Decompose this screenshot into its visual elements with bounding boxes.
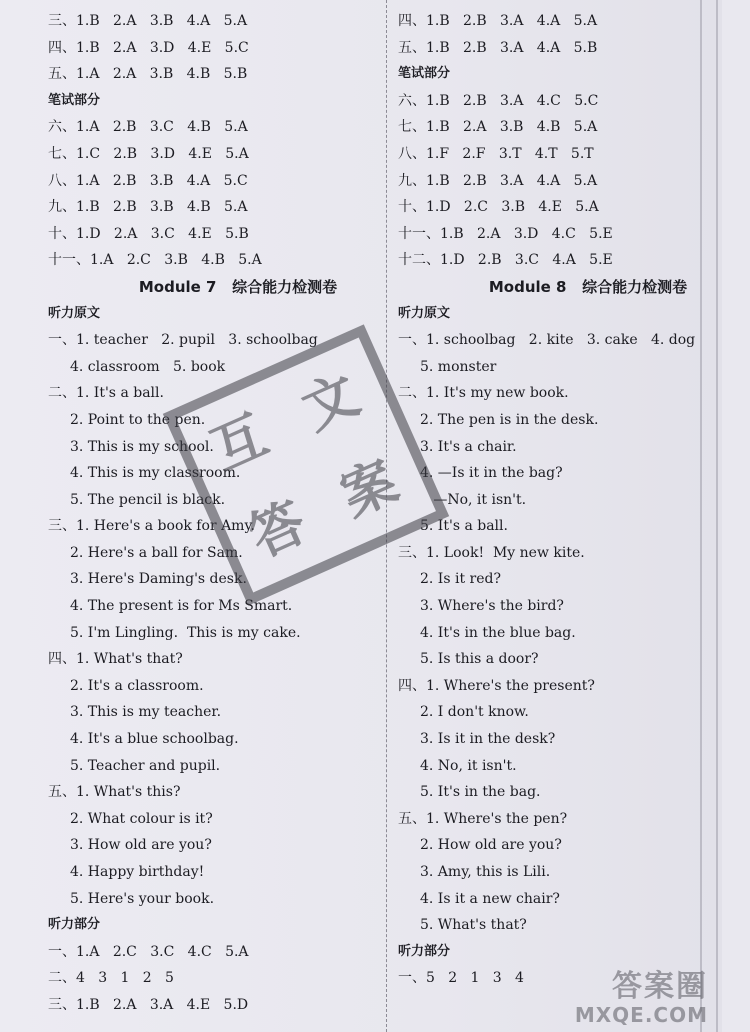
answer-line: 2. Here's a ball for Sam. [70,544,243,561]
section-heading: 听力原文 [48,305,101,321]
answer-line: 3. This is my teacher. [70,704,222,721]
answer-line: 5. The pencil is black. [70,491,226,508]
answer-line: 4. Is it a new chair? [420,890,560,907]
answer-line: 4. This is my classroom. [70,465,241,482]
answer-line: 三、1.B 2.A 3.B 4.A 5.A [48,13,248,29]
answer-line: 二、1. It's my new book. [398,385,569,402]
answer-line: 一、1. teacher 2. pupil 3. schoolbag [48,332,318,349]
answer-line: 4. It's a blue schoolbag. [70,731,239,748]
answer-line: 4. It's in the blue bag. [420,624,576,641]
answer-line: 三、1. Look! My new kite. [398,544,585,561]
answer-line: 3. Here's Daming's desk. [70,571,247,588]
answer-line: 4. No, it isn't. [420,757,517,774]
answer-line: —No, it isn't. [420,491,527,508]
answer-line: 五、1.B 2.B 3.A 4.A 5.B [398,39,598,56]
watermark-url: MXQE.COM [574,1003,708,1027]
answer-line: 2. Point to the pen. [70,411,206,428]
answer-line: 4. The present is for Ms Smart. [70,598,293,615]
answer-line: 五、1. What's this? [48,784,181,801]
answer-line: 七、1.B 2.A 3.B 4.B 5.A [398,119,598,136]
module-title: Module 8 综合能力检测卷 [488,277,688,296]
answer-line: 四、1. Where's the present? [398,677,595,694]
answer-line: 九、1.B 2.B 3.B 4.B 5.A [48,199,248,216]
answer-line: 七、1.C 2.B 3.D 4.E 5.A [48,145,249,162]
answer-line: 5. Here's your book. [70,890,215,907]
answer-line: 八、1.A 2.B 3.B 4.A 5.C [48,172,248,189]
answer-line: 五、1. Where's the pen? [398,810,568,827]
answer-line: 十、1.D 2.C 3.B 4.E 5.A [398,199,599,216]
stamp-char: 答 [240,487,319,569]
answer-line: 六、1.A 2.B 3.C 4.B 5.A [48,119,248,136]
answer-line: 2. Is it red? [420,571,501,588]
section-heading: 笔试部分 [48,92,101,108]
answer-line: 四、1.B 2.B 3.A 4.A 5.A [398,13,598,29]
answer-line: 2. What colour is it? [70,810,213,827]
answer-line: 一、1. schoolbag 2. kite 3. cake 4. dog [398,332,696,349]
right-column [398,8,718,992]
answer-line: 5. It's in the bag. [420,784,541,801]
answer-line: 2. I don't know. [420,704,529,721]
answer-line: 三、1. Here's a book for Amy. [48,518,255,535]
answer-line: 四、1.B 2.A 3.D 4.E 5.C [48,39,249,56]
answer-line: 3. Is it in the desk? [420,731,556,748]
answer-line: 十一、1.A 2.C 3.B 4.B 5.A [48,252,262,269]
answer-line: 4. Happy birthday! [70,864,205,880]
module-title: Module 7 综合能力检测卷 [138,277,338,296]
stamp-char: 案 [331,447,411,529]
answer-line: 2. It's a classroom. [70,677,204,694]
answer-line: 2. The pen is in the desk. [420,411,599,428]
answer-line: 5. monster [420,358,497,375]
answer-line: 五、1.A 2.A 3.B 4.B 5.B [48,66,248,83]
stamp-char: 互 [201,400,281,483]
answer-line: 十二、1.D 2.B 3.C 4.A 5.E [398,252,613,269]
answer-line: 5. I'm Lingling. This is my cake. [70,624,301,641]
answer-line: 四、1. What's that? [48,651,183,668]
column-divider [386,0,387,1032]
watermark-logo-text: 答案圈 [612,969,708,1004]
answer-line: 八、1.F 2.F 3.T 4.T 5.T [398,145,594,162]
answer-line: 六、1.B 2.B 3.A 4.C 5.C [398,92,599,109]
answer-line: 二、1. It's a ball. [48,385,164,402]
answer-line: 3. It's a chair. [420,438,517,455]
answer-line: 一、1.A 2.C 3.C 4.C 5.A [48,943,249,960]
section-heading: 听力部分 [48,917,101,933]
answer-line: 5. Is this a door? [420,651,539,668]
answer-line: 3. Where's the bird? [420,598,564,615]
answer-line: 九、1.B 2.B 3.A 4.A 5.A [398,172,598,189]
answer-line: 3. This is my school. [70,438,214,455]
answer-line: 3. Amy, this is Lili. [420,864,551,880]
answer-line: 2. How old are you? [420,837,562,854]
section-heading: 听力原文 [398,305,451,321]
answer-line: 二、4 3 1 2 5 [48,970,174,987]
answer-line: 一、5 2 1 3 4 [398,970,524,987]
answer-line: 3. How old are you? [70,837,212,854]
answer-line: 4. classroom 5. book [70,358,226,375]
left-column [48,8,368,1019]
answer-line: 5. It's a ball. [420,518,508,535]
answer-line: 5. Teacher and pupil. [70,757,221,774]
answer-line: 三、1.B 2.A 3.A 4.E 5.D [48,996,249,1013]
stamp-char: 文 [292,360,372,442]
answer-line: 十、1.D 2.A 3.C 4.E 5.B [48,225,249,242]
answer-line: 十一、1.B 2.A 3.D 4.C 5.E [398,225,613,242]
section-heading: 听力部分 [398,943,451,959]
answer-line: 4. —Is it in the bag? [420,465,563,482]
section-heading: 笔试部分 [398,66,451,82]
answer-line: 5. What's that? [420,917,527,934]
